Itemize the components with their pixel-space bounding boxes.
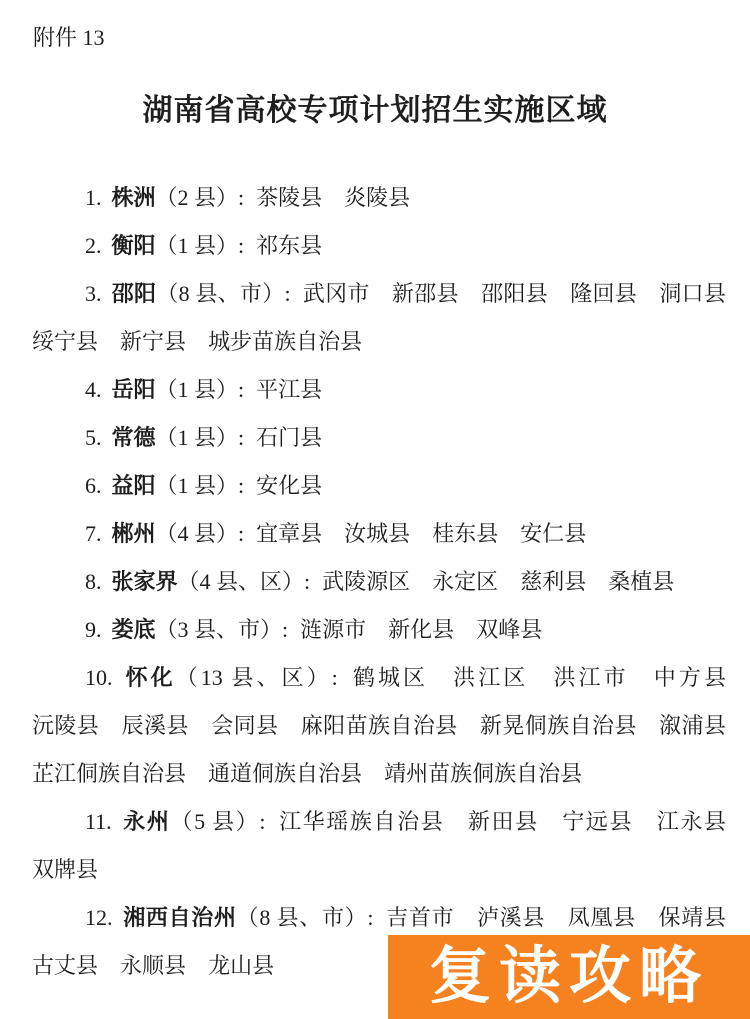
county-name: 涟源市 [300,617,367,642]
county-name: 安仁县 [520,521,587,546]
county-name: 安化县 [256,473,323,498]
item-number: 1. [85,185,102,210]
county-name: 武冈市 [302,281,370,306]
watermark-text: 复读攻略 [428,942,709,1011]
county-count: （8 县、市）: [156,281,291,306]
county-name: 保靖县 [658,905,726,930]
county-name: 绥宁县 [32,329,99,354]
list-item [32,798,726,894]
county-name: 新化县 [388,617,455,642]
county-name: 炎陵县 [344,185,411,210]
city-name: 永州 [121,809,171,834]
county-name: 沅陵县 [32,713,100,738]
list-item [32,414,726,462]
list-item [32,462,726,510]
item-number: 12. [85,905,113,930]
county-name: 隆回县 [570,281,638,306]
city-name: 娄底 [111,617,156,642]
county-count: （5 县）: [170,809,266,834]
county-name: 永定区 [432,569,499,594]
county-name: 桂东县 [432,521,499,546]
county-name: 双牌县 [32,857,99,882]
city-name: 邵阳 [111,281,157,306]
list-item [32,558,726,606]
city-name: 湘西自治州 [122,905,237,930]
county-name: 芷江侗族自治县 [32,761,187,786]
city-name: 岳阳 [111,377,156,402]
city-name: 常德 [111,425,156,450]
county-name: 江华瑶族自治县 [277,809,445,834]
page-title: 湖南省高校专项计划招生实施区域 [142,94,608,127]
item-number: 10. [85,665,113,690]
city-name: 怀化 [122,665,176,690]
county-count: （3 县、市）: [155,617,289,642]
list-item [32,606,726,654]
county-name: 宁远县 [562,809,634,834]
attachment-label: 附件 13 [33,25,105,50]
county-name: 永顺县 [120,953,187,978]
county-name: 茶陵县 [256,185,323,210]
county-name: 洞口县 [659,281,726,306]
county-name: 双峰县 [476,617,543,642]
item-number: 8. [85,569,102,594]
item-number: 5. [85,425,102,450]
county-name: 新邵县 [392,281,459,306]
county-name: 龙山县 [208,953,275,978]
county-name: 慈利县 [520,569,587,594]
list-item [32,510,726,558]
city-name: 株洲 [111,185,156,210]
item-number: 4. [85,377,102,402]
county-name: 凤凰县 [567,905,636,930]
county-count: （4 县）: [155,521,245,546]
city-name: 衡阳 [111,233,156,258]
county-name: 吉首市 [385,905,455,930]
county-name: 靖州苗族侗族自治县 [384,761,583,786]
item-number: 9. [85,617,102,642]
county-name: 洪江区 [453,665,529,690]
county-name: 新宁县 [120,329,187,354]
county-count: （1 县）: [155,425,245,450]
county-count: （2 县）: [155,185,245,210]
county-name: 溆浦县 [659,713,726,738]
item-number: 6. [85,473,102,498]
city-name: 张家界 [111,569,178,594]
county-name: 武陵源区 [322,569,411,594]
county-name: 新晃侗族自治县 [479,713,637,738]
list-item [32,366,726,414]
county-name: 中方县 [653,665,726,690]
county-name: 祁东县 [256,233,323,258]
county-name: 江永县 [656,809,726,834]
county-count: （1 县）: [155,233,245,258]
county-name: 通道侗族自治县 [208,761,363,786]
county-count: （13 县、区）: [175,665,338,690]
item-number: 2. [85,233,102,258]
list-item [32,174,726,222]
item-number: 7. [85,521,102,546]
county-name: 平江县 [256,377,323,402]
county-name: 宜章县 [256,521,323,546]
county-name: 邵阳县 [481,281,548,306]
county-name: 新田县 [467,809,539,834]
county-count: （4 县、区）: [177,569,311,594]
county-name: 鹤城区 [349,665,429,690]
county-name: 汝城县 [344,521,411,546]
county-name: 洪江市 [553,665,629,690]
city-name: 益阳 [111,473,156,498]
region-list [32,174,726,990]
county-name: 麻阳苗族自治县 [300,713,458,738]
county-name: 会同县 [211,713,279,738]
county-name: 辰溪县 [121,713,189,738]
list-item [32,222,726,270]
county-name: 泸溪县 [476,905,546,930]
watermark-banner [388,935,750,1019]
list-item [32,270,726,366]
county-count: （8 县、市）: [236,905,374,930]
list-item [32,654,726,798]
item-number: 11. [85,809,112,834]
county-count: （1 县）: [155,377,245,402]
city-name: 郴州 [111,521,156,546]
county-name: 桑植县 [608,569,675,594]
county-name: 石门县 [256,425,323,450]
county-name: 城步苗族自治县 [208,329,363,354]
item-number: 3. [85,281,102,306]
county-count: （1 县）: [155,473,245,498]
county-name: 古丈县 [32,953,99,978]
